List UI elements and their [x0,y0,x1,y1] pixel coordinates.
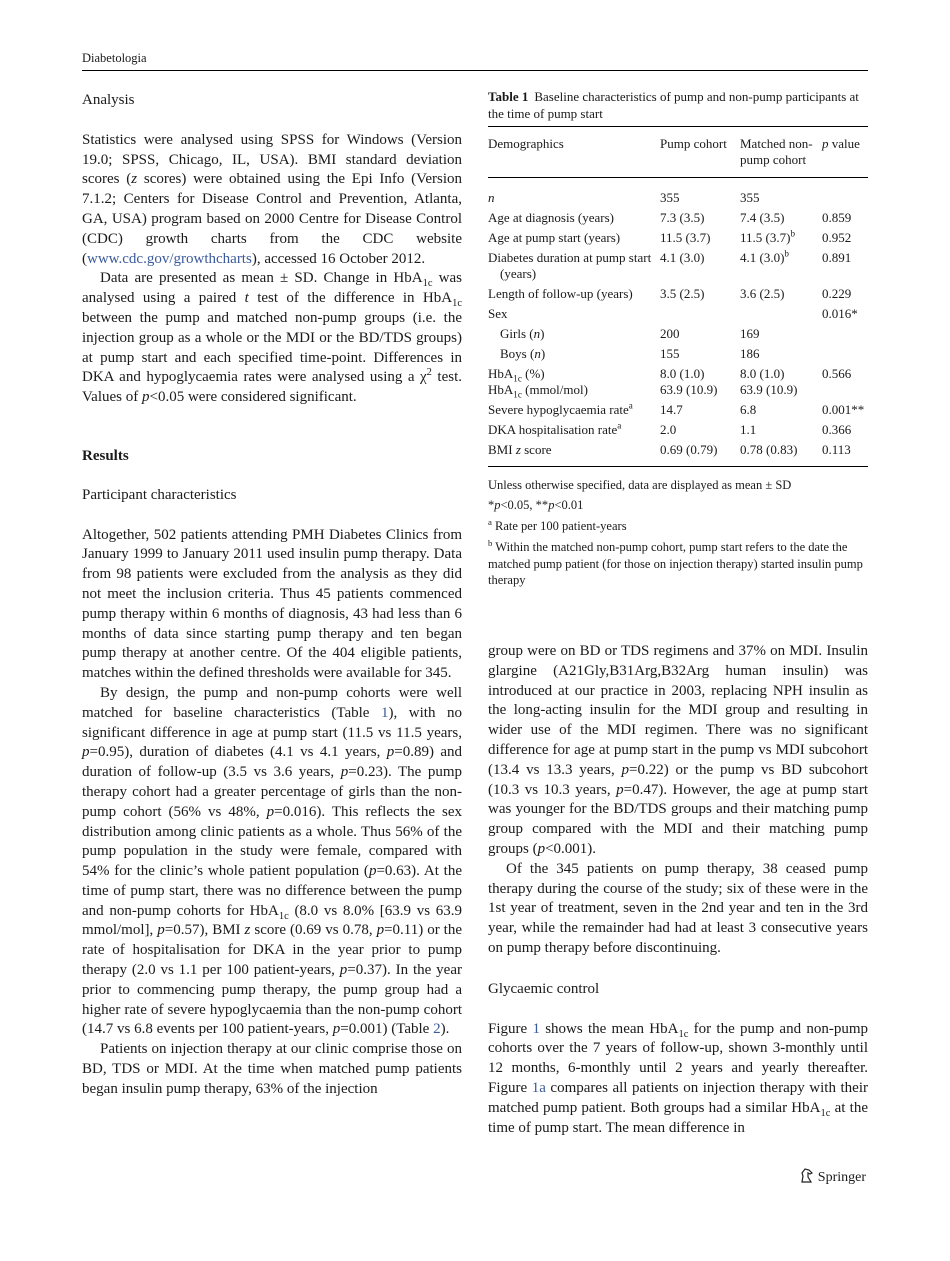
cell-pump: 7.3 (3.5) [660,210,705,225]
cell-pump: 4.1 (3.0) [660,250,705,265]
cell-nonpump [740,304,822,324]
analysis-paragraph-1: Statistics were analysed using SPSS for Windows (Version 19.0; SPSS, Chicago, IL, USA). BMI standard deviation scores (z scores) were obtained using the Epi Info (Version 7.1.2; Centers for Disease Control and Prevention, Atlanta, GA, USA) program based on 2000 Centre for Disease Control (CDC) growth charts from the CDC website (www.cdc.gov/growthcharts), accessed 16 October 2012. [82,131,462,267]
springer-horse-icon [800,1168,814,1188]
col-header-pvalue: p value [822,127,868,178]
table-row [488,364,868,400]
table-row [488,304,868,324]
table-row [488,248,868,284]
table-row [488,344,868,364]
row-label: DKA hospitalisation rate$^a$ [488,420,622,437]
participant-heading: Participant characteristics [82,486,237,503]
figure-1a-link[interactable]: 1a [531,1079,546,1096]
table-row [488,228,868,248]
table-note-4: $^b$ Within the matched non-pump cohort, pump start refers to the date the matched pump patient (for those on injection therapy) started insulin pump therapy [488,537,863,587]
right-column [488,642,868,1138]
table-1-link[interactable]: 1 [381,704,389,721]
row-label: n [488,190,495,205]
cell-pump: 11.5 (3.7) [660,230,711,245]
cell-nonpump: 11.5 $(3.7)^b$ [740,228,795,245]
col-header-pump: Pump cohort [660,127,740,178]
figure-1-link[interactable]: 1 [532,1020,540,1037]
table-row [488,420,868,440]
cell-nonpump: 4.1 $(3.0)^b$ [740,248,789,265]
cell-p: 0.113 [822,440,868,467]
col-header-demographics: Demographics [488,127,660,178]
cell-pump: 3.5 (2.5) [660,286,705,301]
table-row [488,440,868,467]
cell-nonpump: 3.6 (2.5) [740,286,785,301]
cell-p: 0.229 [822,286,852,301]
cell-p [822,324,868,344]
header-rule [82,70,868,71]
row-label: Age at diagnosis (years) [488,210,614,225]
row-label: BMI z score [488,440,660,467]
cell-nonpump: 1.1 [740,422,757,437]
cell-pump: 14.7 [660,402,683,417]
baseline-table [488,126,868,467]
analysis-paragraph-2: Data are presented as mean ± SD. Change in HbA$_{1c}$ was analysed using a paired t test of the difference in HbA$_{1c}$ between the pump and matched non-pump groups (i.e. the injection group as a whole or the MDI or the BD/TDS groups) at pump start and each specified time-point. Differences in DKA and hypoglycaemia rates were analysed using a $\chi^2$ test. Values of p<0.05 were considered significant. [82,270,462,406]
right-paragraph-2: Of the 345 patients on pump therapy, 38 ceased pump therapy during the course of the study; six of these were in the 1st year of treatment, seven in the 2nd year and ten in the 3rd year, while the remainder had had at least 3 consecutive years on pump therapy before discontinuing. [488,860,868,956]
cell-p: 0.891 [822,250,852,265]
cdc-growthcharts-link[interactable]: www.cdc.gov/growthcharts [87,250,252,267]
cell-p: 0.566 [822,366,852,381]
cell-pump: 0.69 (0.79) [660,440,740,467]
publisher-name: Springer [817,1170,866,1185]
cell-p [822,178,868,209]
table-row [488,284,868,304]
participant-paragraph-3: Patients on injection therapy at our clinic comprise those on BD, TDS or MDI. At the time when matched pump patients began insulin pump therapy, 63% of the injection [82,1041,462,1097]
cell-pump: 155 [660,346,680,361]
cell-p: 0.366 [822,422,852,437]
cell-p: 0.859 [822,210,852,225]
row-label: Boys (n) [500,346,546,361]
springer-logo [800,1168,866,1188]
cell-pump: 355 [660,190,680,205]
journal-name: Diabetologia [82,51,147,65]
cell-pump [660,304,740,324]
table-note-3: $^a$ Rate per 100 patient-years [488,516,627,533]
table-2-link[interactable]: 2 [433,1021,441,1038]
cell-nonpump: 0.78 (0.83) [740,440,822,467]
analysis-heading: Analysis [82,92,135,108]
cell-nonpump: 355 [740,190,760,205]
row-label: Length of follow-up (years) [488,286,633,301]
cell-p: 0.016* [822,306,858,321]
participant-paragraph-1: Altogether, 502 patients attending PMH Diabetes Clinics from January 1999 to January 2011 used insulin pump therapy. Data from 98 patients were excluded from the analysis as they did not meet the inclusion criteria. Thus 45 patients commenced pump therapy within 6 months of diagnosis, 43 had less than 6 months of data since starting pump therapy and ten began pump therapy at another centre. Of the 404 eligible patients, matches within the defined thresholds were available for 345. [82,526,462,682]
participant-paragraph-2: By design, the pump and non-pump cohorts were well matched for baseline characteristics (Table 1), with no significant difference in age at pump start (11.5 vs 11.5 years, p=0.95), duration of diabetes (4.1 vs 4.1 years, p=0.89) and duration of follow-up (3.5 vs 3.6 years, p=0.23). The pump therapy cohort had a greater percentage of girls than the non-pump cohort (56% vs 48%, p=0.016). This reflects the sex distribution among clinic patients as a whole. Thus 56% of the pump population in the study were female, compared with 54% for the clinic’s whole patient population (p=0.63). At the time of pump start, there was no difference between the pump and non-pump cohorts for HbA$_{1c}$ (8.0 vs 8.0% [63.9 vs 63.9 mmol/mol], p=0.57), BMI z score (0.69 vs 0.78, p=0.11) or the rate of hospitalisation for DKA in the year prior to pump therapy (2.0 vs 1.1 per 100 patient-years, p=0.37). In the year prior to commencing pump therapy, the pump group had a higher rate of severe hypoglycaemia than the non-pump cohort (14.7 vs 6.8 events per 100 patient-years, p=0.001) (Table 2). [82,684,463,1038]
cell-nonpump: 6.8 [740,402,757,417]
table-note-1: Unless otherwise specified, data are displayed as mean ± SD [488,478,792,492]
cell-pump: 2.0 [660,422,677,437]
table-row [488,208,868,228]
row-label: Diabetes duration at pump start (years) [488,250,652,281]
cell-pump: 8.0 (1.0) 63.9 (10.9) [660,366,718,397]
cell-p: 0.952 [822,230,852,245]
right-paragraph-1: group were on BD or TDS regimens and 37% on MDI. Insulin glargine (A21Gly,B31Arg,B32Arg human insulin) was introduced at our practice in 2003, replacing NPH insulin as the long-acting insulin for the MDI group and resulting in wider use of the MDI regimen. There was no significant difference for age at pump start in the pump vs MDI subcohort (13.4 vs 13.3 years, p=0.22) or the pump vs BD subcohort (10.3 vs 10.3 years, p=0.47). However, the age at pump start was younger for the BD/TDS groups and their matching pump group compared with the MDI and their matching pump groups (p<0.001). [488,643,868,857]
cell-pump: 200 [660,326,680,341]
table-row [488,324,868,344]
cell-nonpump: 7.4 (3.5) [740,210,785,225]
col-header-nonpump: Matched non-pump cohort [740,127,822,178]
cell-nonpump: 169 [740,326,760,341]
results-heading: Results [82,447,129,464]
table-caption: Table 1 Baseline characteristics of pump and non-pump participants at the time of pump start [488,89,859,121]
table-row [488,178,868,209]
row-label: Girls (n) [500,326,545,341]
cell-nonpump: 8.0 (1.0) 63.9 (10.9) [740,366,798,397]
cell-p [822,344,868,364]
table-note-2: *p<0.05, **p<0.01 [488,498,584,512]
row-label: Sex [488,306,508,321]
row-label: Age at pump start (years) [488,230,621,245]
row-label: Severe hypoglycaemia rate$^a$ [488,400,633,417]
glycaemic-heading: Glycaemic control [488,980,600,997]
cell-nonpump: 186 [740,346,760,361]
right-paragraph-3: Figure 1 shows the mean HbA$_{1c}$ for the pump and non-pump cohorts over the 7 years of follow-up, shown 3-monthly until 12 months, 6-monthly until 2 years and yearly thereafter. Figure 1a compares all patients on injection therapy with their matched pump patient. Both groups had a similar HbA$_{1c}$ at the time of pump start. The mean difference in [488,1020,868,1136]
row-label: HbA$_{1c}$ (%) HbA$_{1c}$ (mmol/mol) [488,366,588,400]
table-row [488,400,868,420]
table-header-row [488,127,868,178]
cell-p: 0.001** [822,402,865,417]
left-column [82,91,462,1100]
